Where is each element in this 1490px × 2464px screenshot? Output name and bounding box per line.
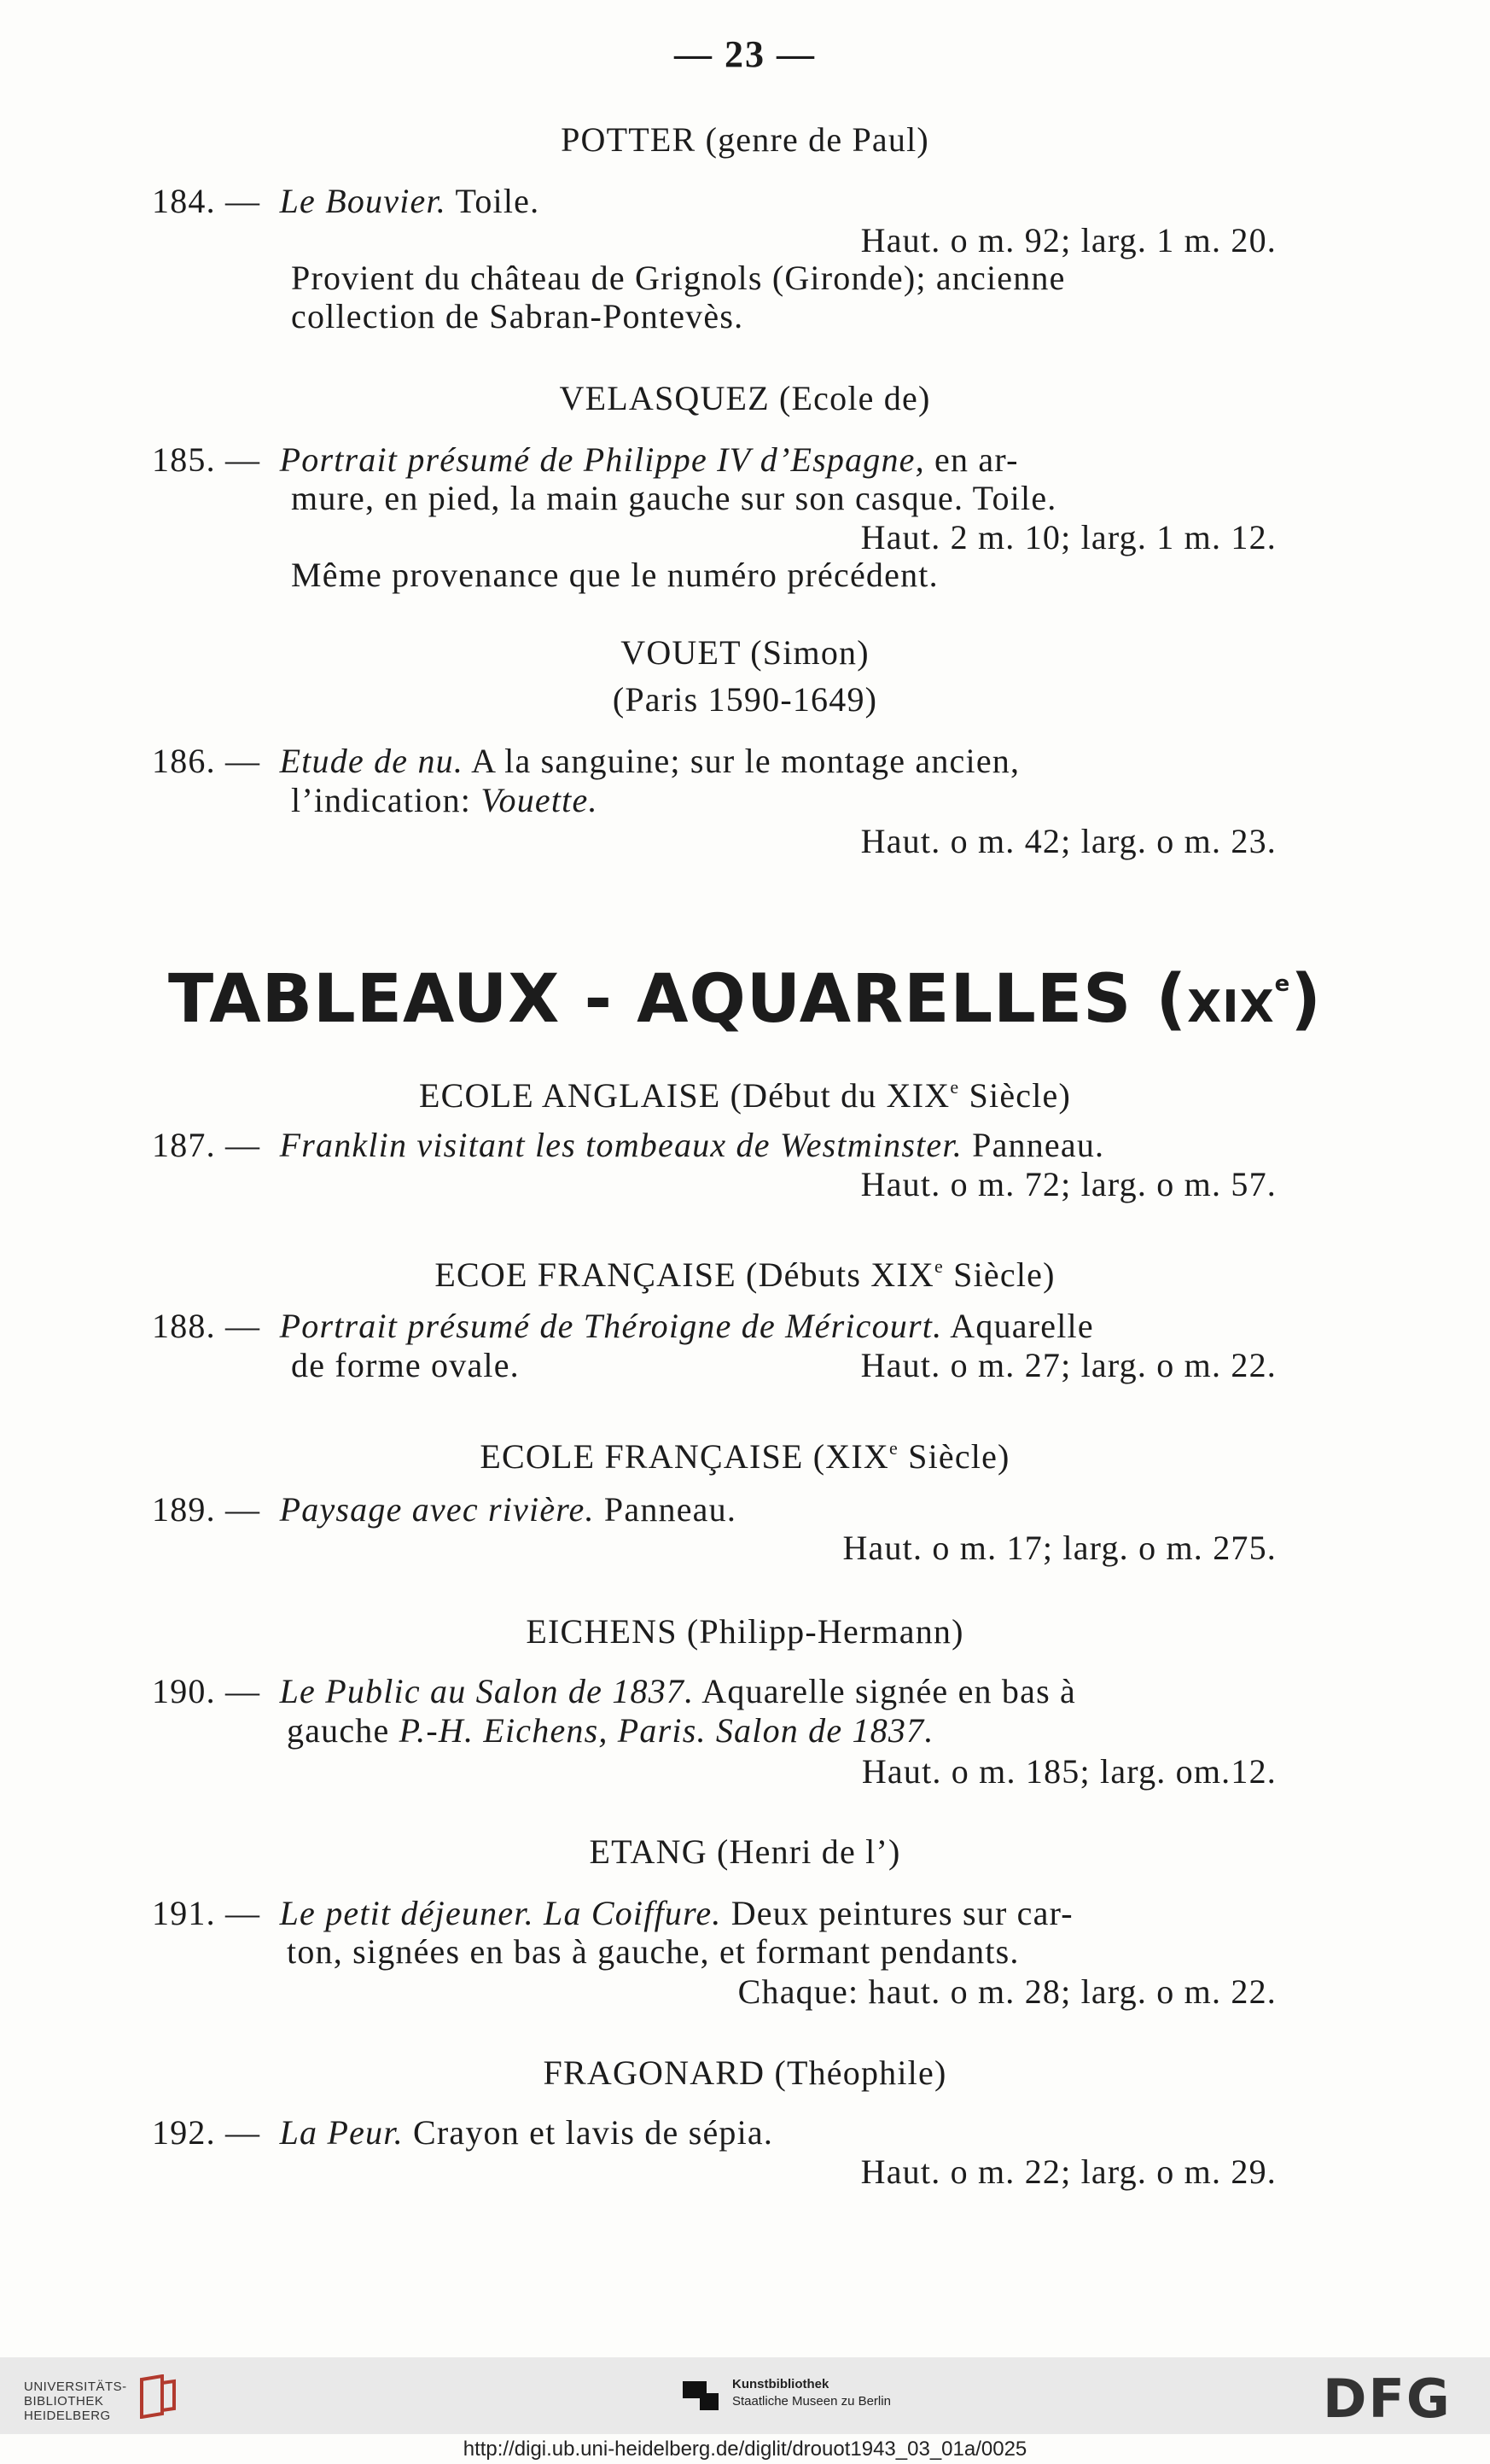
artist-header-ecole-francaise — [0, 1428, 1490, 1477]
entry-number: 184. — — [152, 182, 261, 220]
artwork-title: Franklin visitant les tombeaux de Westminster. — [279, 1126, 963, 1164]
kunstbibliothek-logo-icon — [681, 2376, 720, 2414]
uni-line: BIBLIOTHEK — [24, 2394, 104, 2409]
entry-text: l’indication: — [291, 781, 481, 819]
entry-text: A la sanguine; sur le montage ancien, — [463, 742, 1021, 780]
entry-188-line2: de forme ovale. — [291, 1346, 520, 1384]
entry-191-line1 — [152, 1893, 1074, 1934]
section-title-text: TABLEAUX - AQUARELLES — [168, 961, 1132, 1038]
dfg-logo: DFG — [1323, 2368, 1452, 2430]
entry-text: Aquarelle — [942, 1307, 1094, 1345]
inscription: P.-H. Eichens, Paris. Salon de 1837. — [399, 1711, 934, 1750]
entry-184-note2: collection de Sabran-Pontevès. — [291, 297, 744, 335]
artwork-title: La Peur. — [279, 2113, 404, 2152]
entry-number: 191. — — [152, 1894, 261, 1932]
artwork-title: Portrait présumé de Philippe IV d’Espagne, — [279, 440, 925, 479]
entry-185-line2: mure, en pied, la main gauche sur son casque. Toile. — [291, 479, 1057, 517]
entry-number: 187. — — [152, 1126, 261, 1164]
entry-text: Aquarelle signée en bas à — [694, 1672, 1077, 1710]
entry-number: 185. — — [152, 440, 261, 479]
entry-188-dims: Haut. o m. 27; larg. o m. 22. — [860, 1346, 1277, 1384]
entry-190-line2 — [287, 1710, 934, 1751]
artwork-title: Le petit déjeuner. La Coiffure. — [279, 1894, 722, 1932]
artist-header-velasquez: VELASQUEZ (Ecole de) — [559, 379, 931, 417]
entry-text: Panneau. — [594, 1490, 737, 1529]
entry-text: Panneau. — [962, 1126, 1105, 1164]
entry-186-line2 — [291, 780, 598, 821]
header-sup: e — [934, 1255, 944, 1277]
entry-188-line1 — [152, 1306, 1094, 1347]
section-sup: e — [1274, 971, 1291, 997]
section-paren: ( — [1132, 961, 1188, 1038]
section-paren: ) — [1290, 961, 1322, 1038]
artwork-title: Etude de nu. — [279, 742, 464, 780]
artist-header-vouet: VOUET (Simon) — [620, 633, 870, 672]
artist-subheader-vouet: (Paris 1590-1649) — [612, 680, 878, 719]
header-text: ECOE FRANÇAISE (Débuts XIX — [434, 1255, 934, 1294]
entry-number: 192. — — [152, 2113, 261, 2152]
entry-191-dims: Chaque: haut. o m. 28; larg. o m. 22. — [737, 1972, 1277, 2011]
entry-184-line1 — [152, 181, 539, 222]
entry-189-dims: Haut. o m. 17; larg. o m. 275. — [842, 1529, 1277, 1567]
entry-186-line1 — [152, 741, 1020, 782]
section-century: XIX — [1187, 982, 1275, 1033]
header-text: Siècle) — [959, 1076, 1072, 1115]
entry-185-dims: Haut. 2 m. 10; larg. 1 m. 12. — [860, 518, 1277, 556]
artwork-title: Le Public au Salon de 1837. — [279, 1672, 695, 1710]
source-url[interactable]: http://digi.ub.uni-heidelberg.de/diglit/drouot1943_03_01a/0025 — [0, 2434, 1490, 2464]
entry-text: Deux peintures sur car- — [721, 1894, 1074, 1932]
entry-number: 186. — — [152, 742, 261, 780]
header-text: Siècle) — [943, 1255, 1056, 1294]
kb-line: Staatliche Museen zu Berlin — [732, 2394, 891, 2409]
entry-number: 189. — — [152, 1490, 261, 1529]
page-number: — 23 — — [674, 33, 816, 75]
entry-190-line1 — [152, 1671, 1076, 1712]
artwork-title: Paysage avec rivière. — [279, 1490, 595, 1529]
artwork-title: Portrait présumé de Théroigne de Méricourt. — [279, 1307, 943, 1345]
entry-186-dims: Haut. o m. 42; larg. o m. 23. — [860, 822, 1277, 860]
entry-number: 190. — — [152, 1672, 261, 1710]
artist-header-fragonard: FRAGONARD (Théophile) — [543, 2053, 947, 2092]
entry-192-line1 — [152, 2112, 773, 2153]
artist-header-eichens: EICHENS (Philipp-Hermann) — [526, 1612, 964, 1651]
entry-192-dims: Haut. o m. 22; larg. o m. 29. — [860, 2152, 1277, 2191]
artist-header-etang: ETANG (Henri de l’) — [589, 1832, 901, 1871]
inscription: Vouette. — [480, 781, 598, 819]
entry-187-dims: Haut. o m. 72; larg. o m. 57. — [860, 1165, 1277, 1203]
header-sup: e — [888, 1437, 899, 1459]
uni-line: HEIDELBERG — [24, 2409, 111, 2423]
entry-189-line1 — [152, 1489, 736, 1530]
artist-header-ecoe-francaise — [0, 1246, 1490, 1296]
entry-185-line1 — [152, 440, 1019, 481]
artist-header-potter: POTTER (genre de Paul) — [561, 120, 929, 159]
header-sup: e — [950, 1076, 960, 1098]
kunstbibliothek-label — [732, 2376, 891, 2410]
entry-187-line1 — [152, 1125, 1104, 1166]
header-text: ECOLE ANGLAISE (Début du XIX — [418, 1076, 951, 1115]
entry-184-dims: Haut. o m. 92; larg. 1 m. 20. — [860, 221, 1277, 259]
entry-number: 188. — — [152, 1307, 261, 1345]
header-text: Siècle) — [898, 1437, 1010, 1476]
header-text: ECOLE FRANÇAISE (XIX — [480, 1437, 889, 1476]
entry-text: Toile. — [446, 182, 540, 220]
entry-text: en ar- — [924, 440, 1019, 479]
kb-line: Kunstbibliothek — [732, 2377, 829, 2391]
entry-191-line2: ton, signées en bas à gauche, et formant pendants. — [287, 1932, 1020, 1971]
entry-text: gauche — [287, 1711, 399, 1750]
entry-text: Crayon et lavis de sépia. — [403, 2113, 774, 2152]
artist-header-ecole-anglaise — [0, 1067, 1490, 1116]
university-library-label — [24, 2380, 127, 2423]
entry-190-dims: Haut. o m. 185; larg. om.12. — [861, 1752, 1277, 1791]
university-logo-icon — [137, 2374, 178, 2419]
entry-185-note: Même provenance que le numéro précédent. — [291, 556, 939, 594]
uni-line: UNIVERSITÄTS- — [24, 2380, 127, 2394]
artwork-title: Le Bouvier. — [279, 182, 446, 220]
section-title — [0, 946, 1490, 1046]
entry-184-note1: Provient du château de Grignols (Gironde); ancienne — [291, 259, 1066, 297]
